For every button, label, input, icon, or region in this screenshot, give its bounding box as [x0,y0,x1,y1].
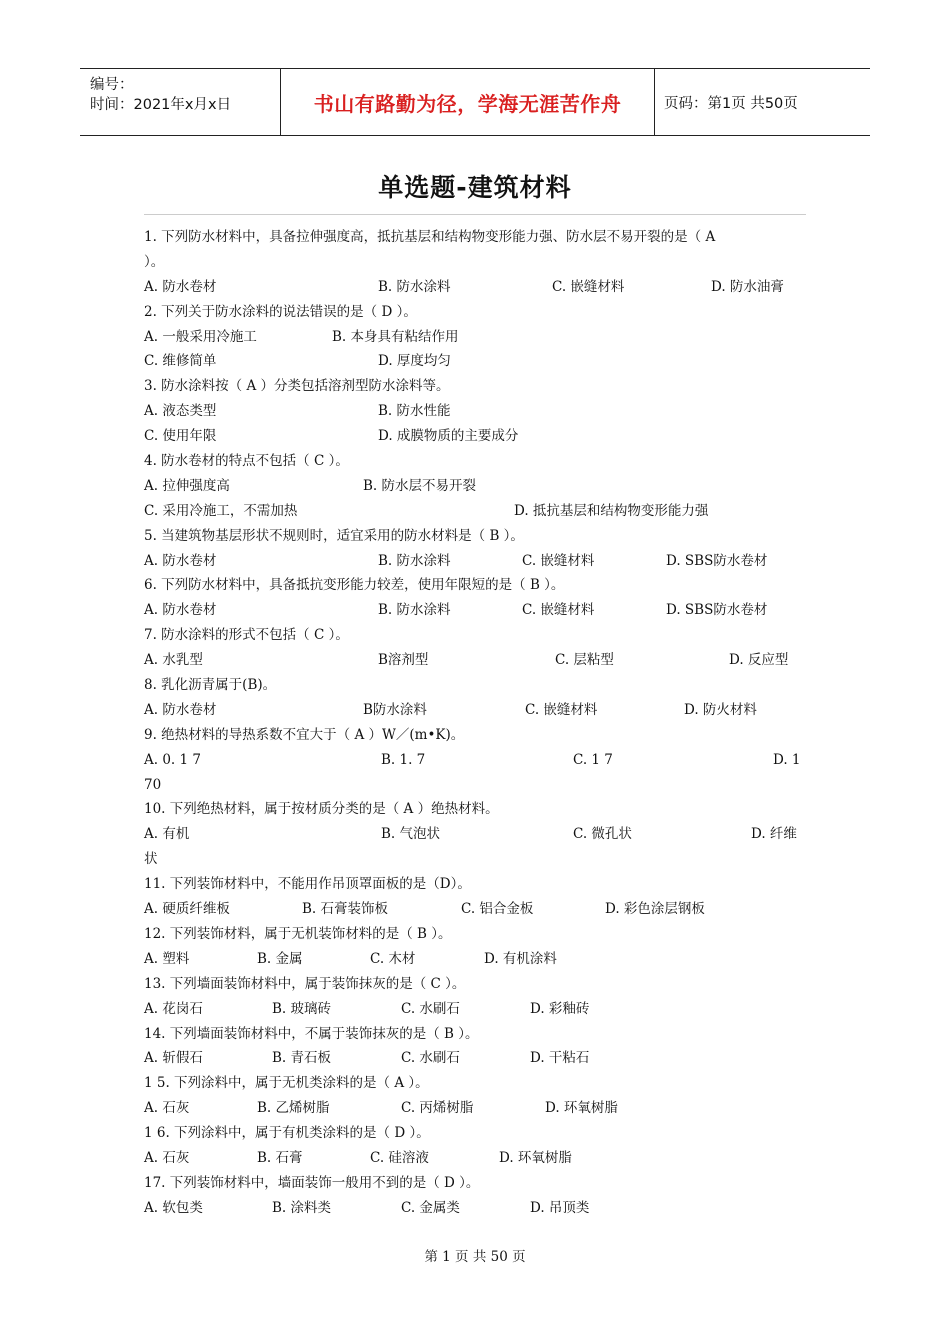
text-line [144,972,806,997]
answer-option: D. 反应型 [729,652,789,669]
date-label: 时间：2021年x月x日 [90,97,232,113]
text-line [144,1022,806,1047]
answer-option: B. 涂料类 [272,1199,332,1216]
text-line [144,524,806,549]
answer-option: A. 防水卷材 [144,602,217,619]
answer-option: B. 1. 7 [381,751,426,768]
answer-option: C. 嵌缝材料 [522,602,595,619]
text-line [144,275,806,300]
document-title: 单选题-建筑材料 [378,173,572,202]
answer-option: B. 玻璃砖 [272,1000,332,1017]
answer-option: C. 木材 [370,950,416,967]
answer-option: B. 防水涂料 [378,602,451,619]
title-divider [144,214,806,215]
answer-option: A. 石灰 [144,1149,190,1166]
answer-option: D. SBS防水卷材 [666,552,768,569]
answer-option: D. 有机涂料 [484,950,557,967]
answer-option: C. 嵌缝材料 [522,552,595,569]
answer-option: B. 石膏 [257,1149,303,1166]
text-line [144,424,806,449]
answer-option: D. 厚度均匀 [378,353,451,370]
text-line [144,723,806,748]
text-line [144,673,806,698]
question-text: 70 [144,776,162,793]
answer-option: B. 防水层不易开裂 [363,477,477,494]
text-line [144,822,806,847]
text-line [144,1121,806,1146]
text-line [144,997,806,1022]
answer-option: D. 环氧树脂 [545,1100,618,1117]
answer-option: C. 嵌缝材料 [525,701,598,718]
answer-option: D. 干粘石 [530,1050,590,1067]
answer-option: C. 丙烯树脂 [401,1100,474,1117]
answer-option: A. 防水卷材 [144,701,217,718]
text-line [144,648,806,673]
answer-option: A. 石灰 [144,1100,190,1117]
answer-option: A. 水乳型 [144,652,203,669]
header-meta [80,69,281,135]
question-list [144,225,806,1221]
text-line [144,399,806,424]
answer-option: C. 1 7 [573,751,613,768]
answer-option: C. 水刷石 [401,1000,460,1017]
header-motto: 书山有路勤为径，学海无涯苦作舟 [281,69,655,135]
question-text: 6. 下列防水材料中，具备抵抗变形能力较差，使用年限短的是（ B ）。 [144,577,565,594]
text-line [144,1146,806,1171]
answer-option: D. 防火材料 [684,701,757,718]
text-line [144,1071,806,1096]
answer-option: C. 铝合金板 [461,901,534,918]
text-line [144,872,806,897]
answer-option: A. 防水卷材 [144,278,217,295]
text-line [144,499,806,524]
answer-option: D. 彩釉砖 [530,1000,590,1017]
question-text: 1 5. 下列涂料中，属于无机类涂料的是（ A ）。 [144,1075,429,1092]
answer-option: A. 有机 [144,826,190,843]
text-line [144,847,806,872]
question-text: 状 [144,851,158,868]
answer-option: C. 水刷石 [401,1050,460,1067]
answer-option: D. 抵抗基层和结构物变形能力强 [514,502,709,519]
text-line [144,623,806,648]
text-line [144,947,806,972]
text-line [144,374,806,399]
answer-option: C. 金属类 [401,1199,460,1216]
text-line [144,1196,806,1221]
answer-option: A. 防水卷材 [144,552,217,569]
answer-option: C. 维修简单 [144,353,217,370]
question-text: 11. 下列装饰材料中，不能用作吊顶罩面板的是（D）。 [144,876,471,893]
answer-option: C. 使用年限 [144,428,217,445]
question-text: 5. 当建筑物基层形状不规则时，适宜采用的防水材料是（ B ）。 [144,527,524,544]
text-line [144,773,806,798]
page-header [80,68,870,136]
answer-option: B. 防水性能 [378,403,451,420]
answer-option: A. 花岗石 [144,1000,203,1017]
answer-option: B. 青石板 [272,1050,332,1067]
answer-option: A. 软包类 [144,1199,203,1216]
question-text: 2. 下列关于防水涂料的说法错误的是（ D ）。 [144,303,417,320]
answer-option: D. 1 [773,751,801,768]
text-line [144,797,806,822]
answer-option: A. 塑料 [144,950,190,967]
text-line [144,922,806,947]
answer-option: C. 硅溶液 [370,1149,429,1166]
answer-option: A. 一般采用冷施工 [144,328,257,345]
question-text: 14. 下列墙面装饰材料中，不属于装饰抹灰的是（ B ）。 [144,1025,479,1042]
answer-option: B. 金属 [257,950,303,967]
question-text: 4. 防水卷材的特点不包括（ C ）。 [144,453,349,470]
answer-option: C. 嵌缝材料 [552,278,625,295]
question-text: 10. 下列绝热材料，属于按材质分类的是（ A ）绝热材料。 [144,801,499,818]
question-text: 1 6. 下列涂料中，属于有机类涂料的是（ D ）。 [144,1125,430,1142]
answer-option: A. 硬质纤维板 [144,901,230,918]
text-line [144,897,806,922]
question-text: ）。 [144,253,165,270]
answer-option: C. 微孔状 [573,826,632,843]
question-text: 3. 防水涂料按（ A ）分类包括溶剂型防水涂料等。 [144,378,450,395]
text-line [144,349,806,374]
answer-option: B. 乙烯树脂 [257,1100,330,1117]
text-line [144,225,806,250]
answer-option: B. 气泡状 [381,826,441,843]
text-line [144,474,806,499]
answer-option: D. 环氧树脂 [499,1149,572,1166]
answer-option: B防水涂料 [363,701,427,718]
page-footer: 第 1 页 共 50 页 [424,1249,526,1265]
question-text: 7. 防水涂料的形式不包括（ C ）。 [144,627,349,644]
answer-option: D. 成膜物质的主要成分 [378,428,519,445]
answer-option: D. 防水油膏 [711,278,784,295]
answer-option: B. 防水涂料 [378,278,451,295]
answer-option: B. 本身具有粘结作用 [332,328,459,345]
text-line [144,300,806,325]
text-line [144,1046,806,1071]
answer-option: C. 层粘型 [555,652,614,669]
answer-option: D. 吊顶类 [530,1199,590,1216]
text-line [144,549,806,574]
text-line [144,1096,806,1121]
text-line [144,325,806,350]
question-text: 12. 下列装饰材料，属于无机装饰材料的是（ B ）。 [144,925,452,942]
answer-option: A. 液态类型 [144,403,217,420]
text-line [144,598,806,623]
question-text: 17. 下列装饰材料中，墙面装饰一般用不到的是（ D ）。 [144,1174,480,1191]
text-line [144,748,806,773]
text-line [144,698,806,723]
text-line [144,573,806,598]
header-page-info: 页码：第1页 共50页 [664,95,798,112]
answer-option: A. 0. 1 7 [144,751,201,768]
answer-option: D. SBS防水卷材 [666,602,768,619]
answer-option: A. 斩假石 [144,1050,203,1067]
question-text: 8. 乳化沥青属于(B)。 [144,677,277,694]
text-line [144,1171,806,1196]
answer-option: B溶剂型 [378,652,429,669]
answer-option: D. 纤维 [751,826,797,843]
answer-option: B. 石膏装饰板 [302,901,389,918]
text-line [144,449,806,474]
number-label: 编号： [90,77,134,93]
question-text: 9. 绝热材料的导热系数不宜大于（ A ）W／(m•K)。 [144,726,465,743]
question-text: 1. 下列防水材料中，具备拉伸强度高，抵抗基层和结构物变形能力强、防水层不易开裂的是（ A [144,229,716,245]
answer-option: A. 拉伸强度高 [144,477,230,494]
answer-option: B. 防水涂料 [378,552,451,569]
answer-option: D. 彩色涂层钢板 [605,901,705,918]
question-text: 13. 下列墙面装饰材料中，属于装饰抹灰的是（ C ）。 [144,975,466,992]
text-line [144,250,806,275]
answer-option: C. 采用冷施工，不需加热 [144,502,298,519]
